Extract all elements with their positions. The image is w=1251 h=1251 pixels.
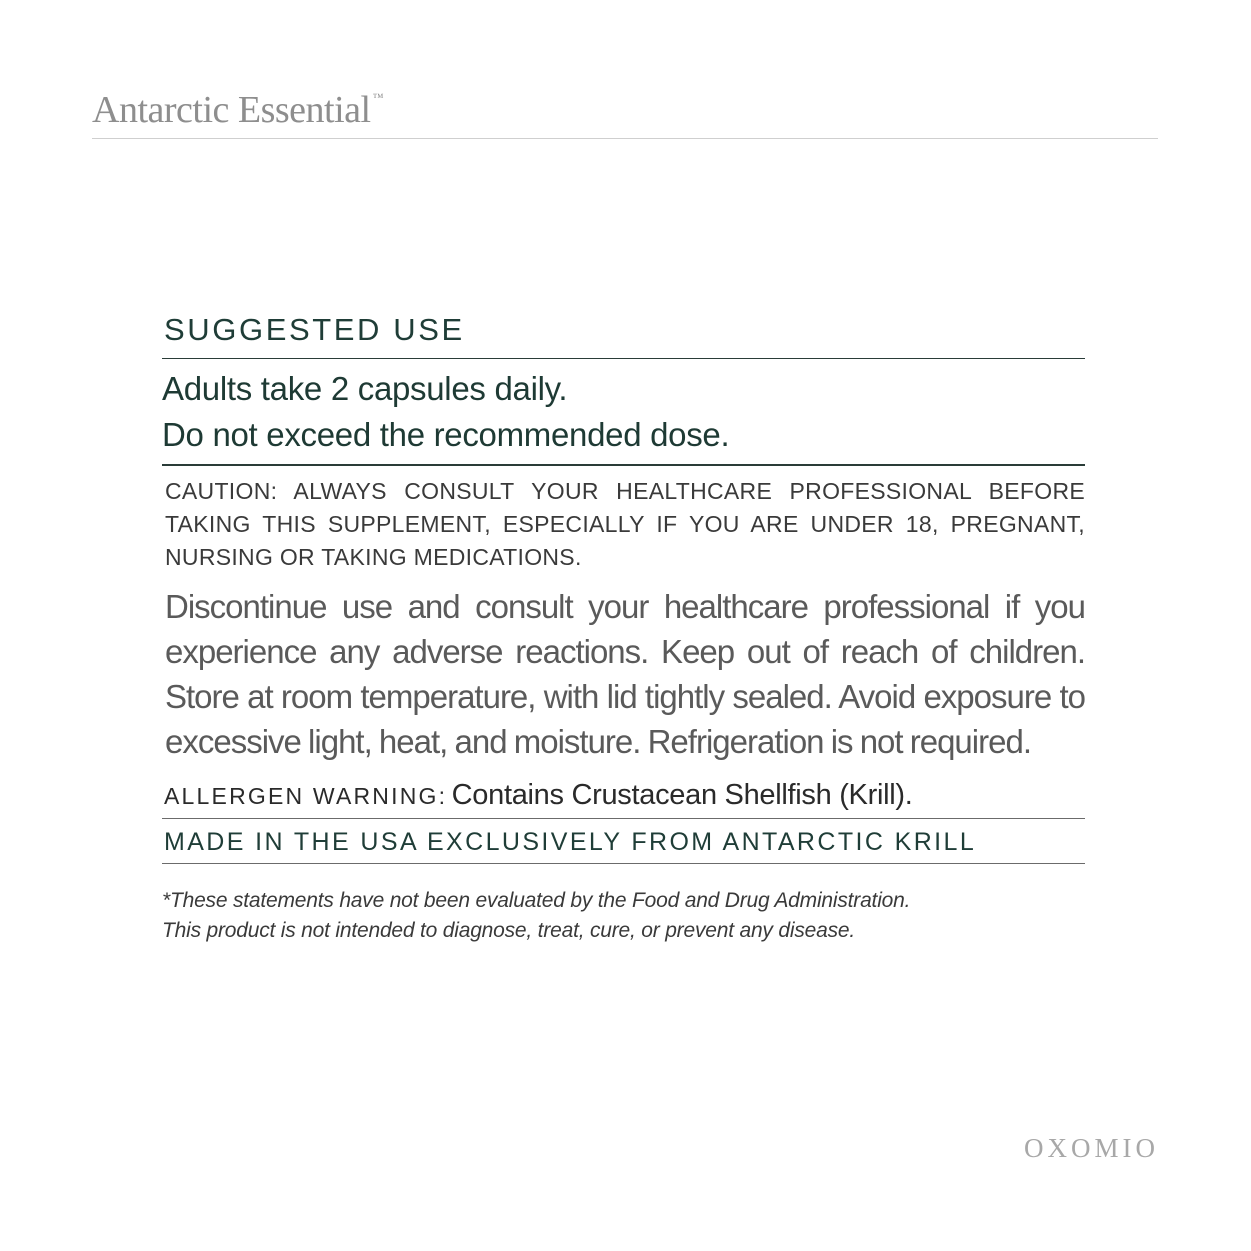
instructions-text: Discontinue use and consult your healthcare professional if you experience any adverse reactions. Keep out of reach of children. Store at room temperature, with lid tightly sealed. Avoid exposure to excessive light, heat, and moisture. Refrigeration is not required. <box>165 588 1085 760</box>
caution-text: CAUTION: ALWAYS CONSULT YOUR HEALTHCARE PROFESSIONAL BEFORE TAKING THIS SUPPLEMENT, ESPECIALLY IF YOU ARE UNDER 18, PREGNANT, NURSING OR TAKING MEDICATIONS. <box>165 478 1085 570</box>
footer-logo: OXOMIO <box>1024 1133 1159 1163</box>
disclaimer-line: This product is not intended to diagnose, treat, cure, or prevent any disease. <box>162 919 855 942</box>
dosage-text <box>162 359 1085 464</box>
trademark-mark: ™ <box>372 92 383 104</box>
brand-name: Antarctic Essential <box>92 89 371 131</box>
allergen-text: Contains Crustacean Shellfish (Krill). <box>451 779 913 811</box>
header-divider <box>92 138 1158 139</box>
fda-disclaimer <box>162 886 1085 946</box>
origin-statement: MADE IN THE USA EXCLUSIVELY FROM ANTARCTIC KRILL <box>164 828 977 856</box>
label-panel <box>162 310 1085 946</box>
disclaimer-line: *These statements have not been evaluated by the Food and Drug Administration. <box>162 889 911 912</box>
suggested-use-heading: SUGGESTED USE <box>164 312 465 347</box>
dosage-line: Do not exceed the recommended dose. <box>162 416 730 453</box>
divider <box>162 863 1085 864</box>
dosage-line: Adults take 2 capsules daily. <box>162 370 568 407</box>
brand-title <box>92 88 383 132</box>
allergen-warning <box>162 778 1085 818</box>
allergen-label: ALLERGEN WARNING: <box>164 783 448 809</box>
